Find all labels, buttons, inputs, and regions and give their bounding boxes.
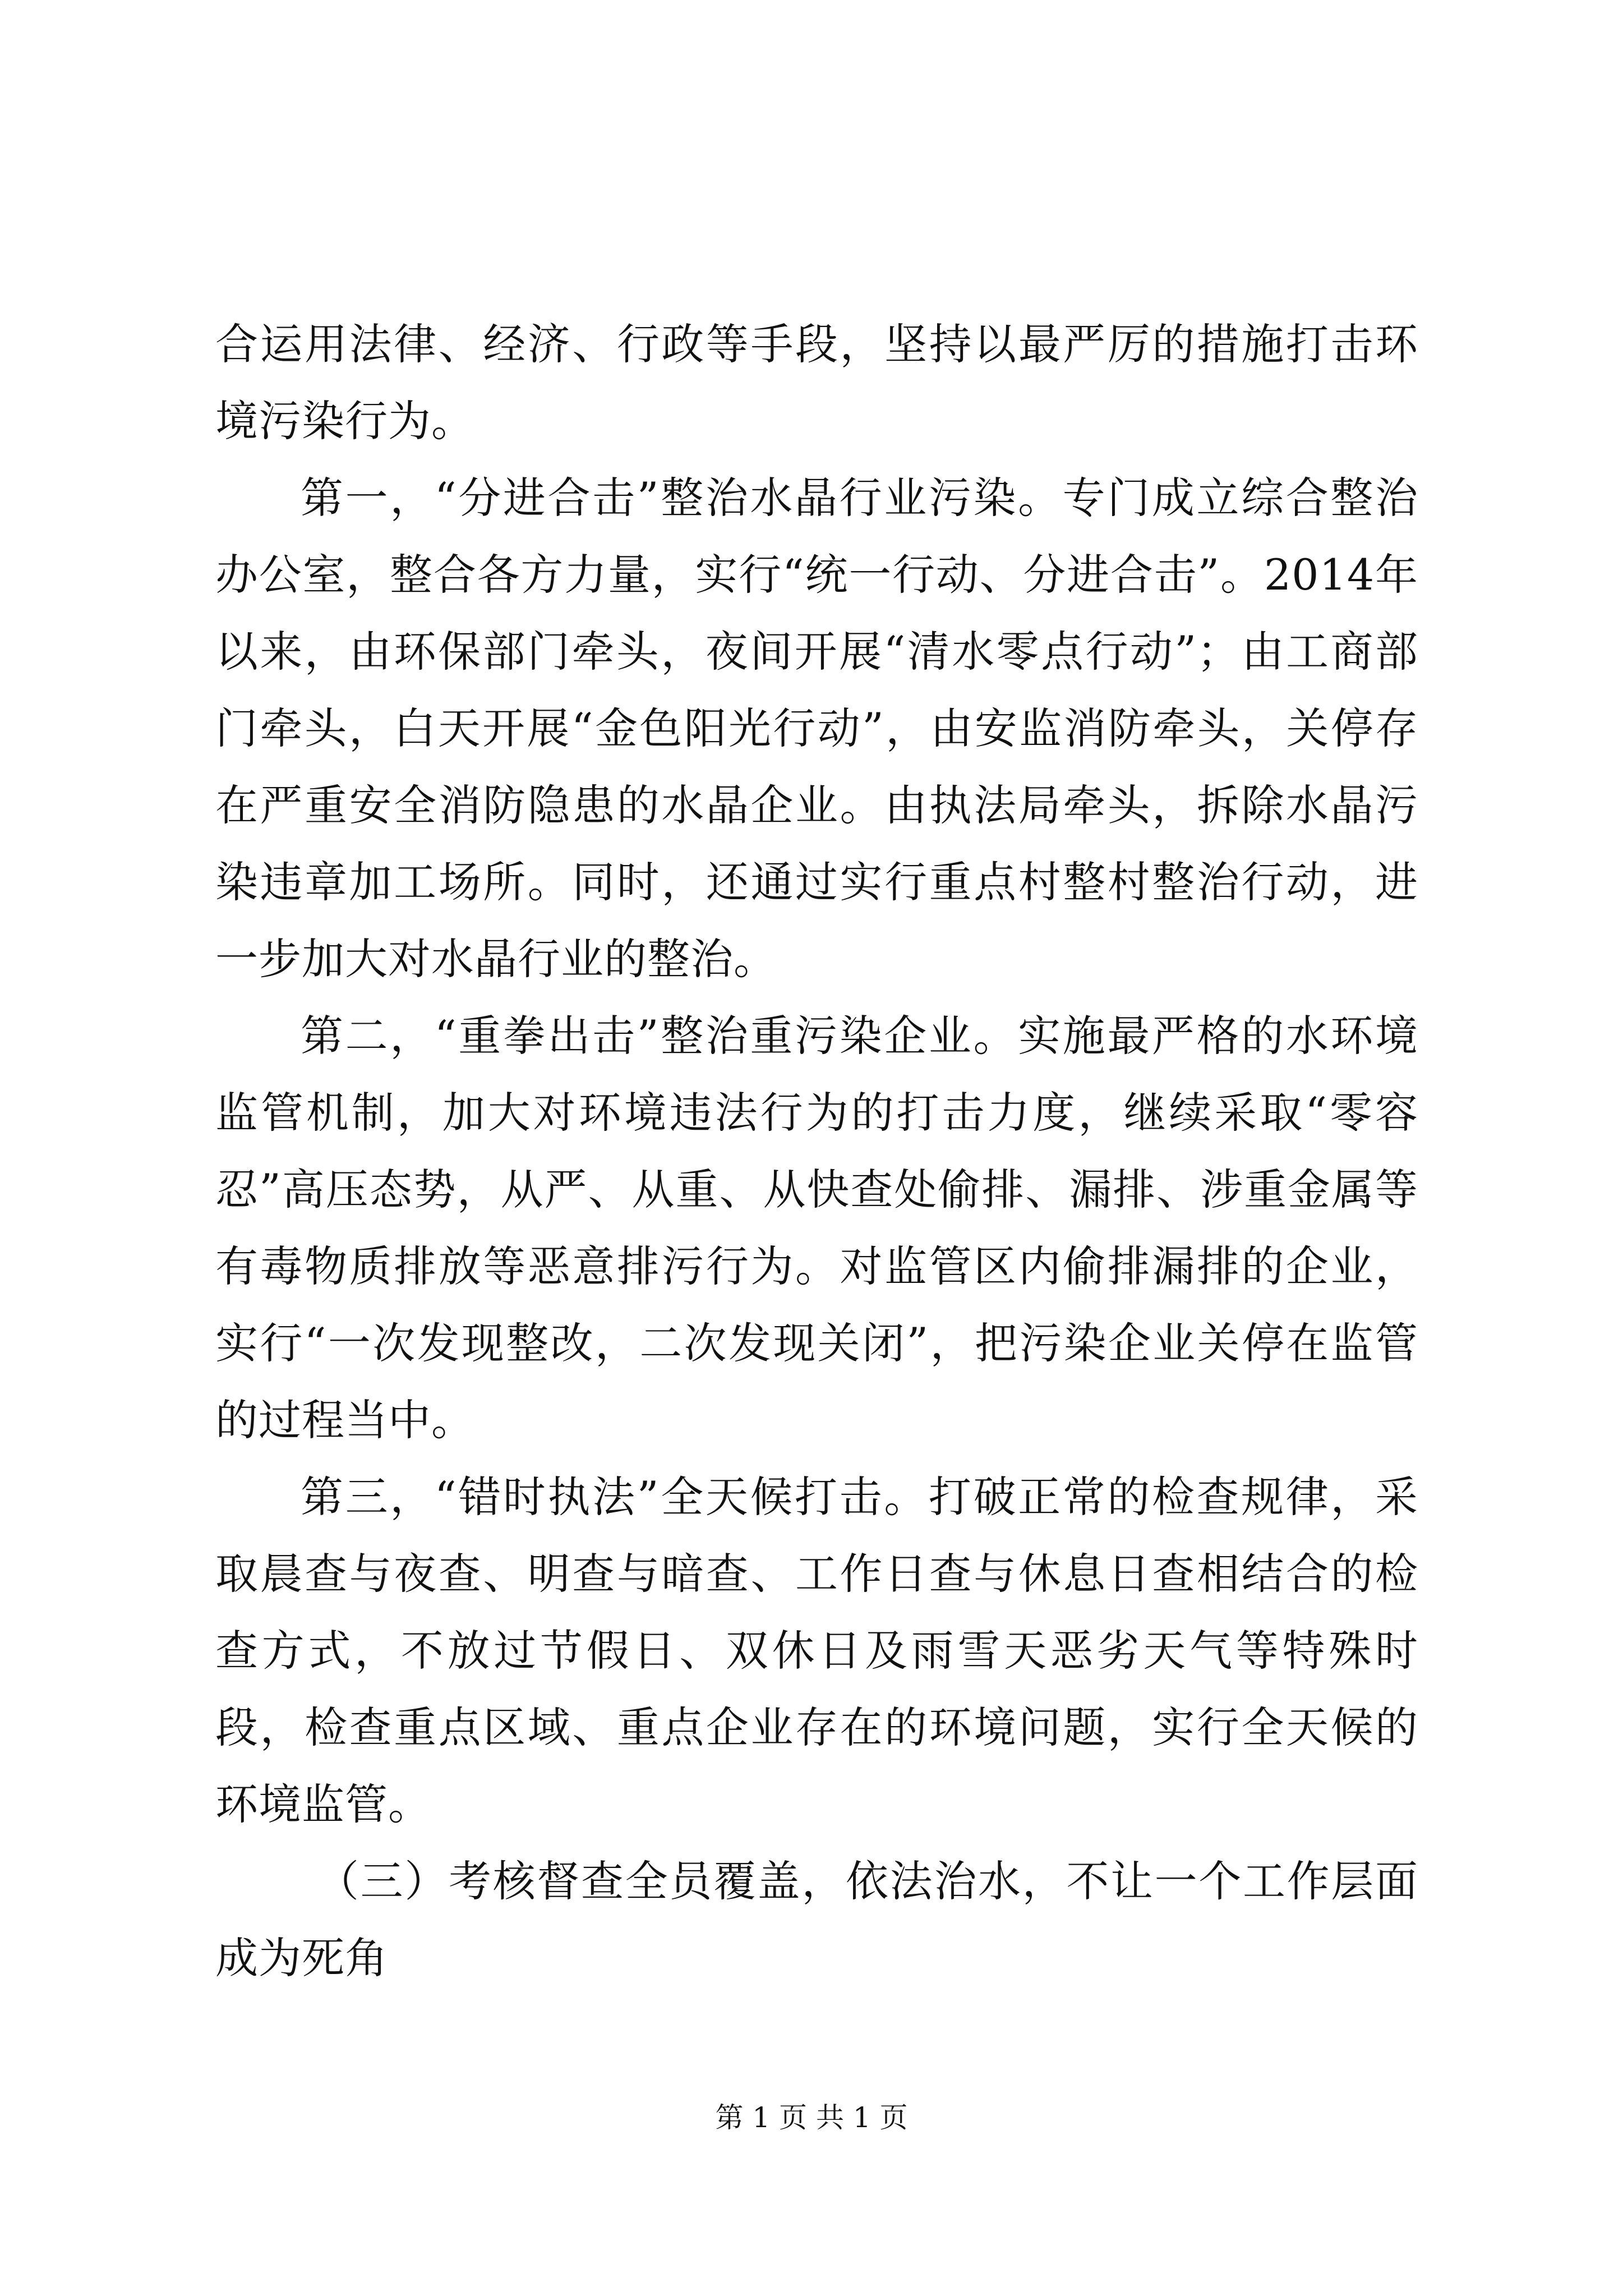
paragraph-continuation: 合运用法律、经济、行政等手段，坚持以最严厉的措施打击环境污染行为。 (215, 319, 1418, 446)
paragraph-second: 第二，“重拳出击”整治重污染企业。实施最严格的水环境监管机制，加大对环境违法行为的打击力度，继续采取“零容忍”高压态势，从严、从重、从快查处偷排、漏排、涉重金属等有毒物质排放等恶意排污行为。对监管区内偷排漏排的企业，实行“一次发现整改，二次发现关闭”，把污染企业关停在监管的过程当中。 (215, 1011, 1418, 1445)
document-body (215, 306, 1418, 1996)
page-footer: 第 1 页 共 1 页 (715, 2101, 908, 2134)
paragraph-first: 第一，“分进合击”整治水晶行业污染。专门成立综合整治办公室，整合各方力量，实行“统一行动、分进合击”。2014年以来，由环保部门牵头，夜间开展“清水零点行动”；由工商部门牵头，白天开展“金色阳光行动”，由安监消防牵头，关停存在严重安全消防隐患的水晶企业。由执法局牵头，拆除水晶污染违章加工场所。同时，还通过实行重点村整村整治行动，进一步加大对水晶行业的整治。 (215, 473, 1418, 984)
section-heading-three: （三）考核督查全员覆盖，依法治水，不让一个工作层面成为死角 (215, 1856, 1418, 1983)
paragraph-third: 第三，“错时执法”全天候打击。打破正常的检查规律，采取晨查与夜查、明查与暗查、工作日查与休息日查相结合的检查方式，不放过节假日、双休日及雨雪天恶劣天气等特殊时段，检查重点区域、重点企业存在的环境问题，实行全天候的环境监管。 (215, 1472, 1418, 1829)
